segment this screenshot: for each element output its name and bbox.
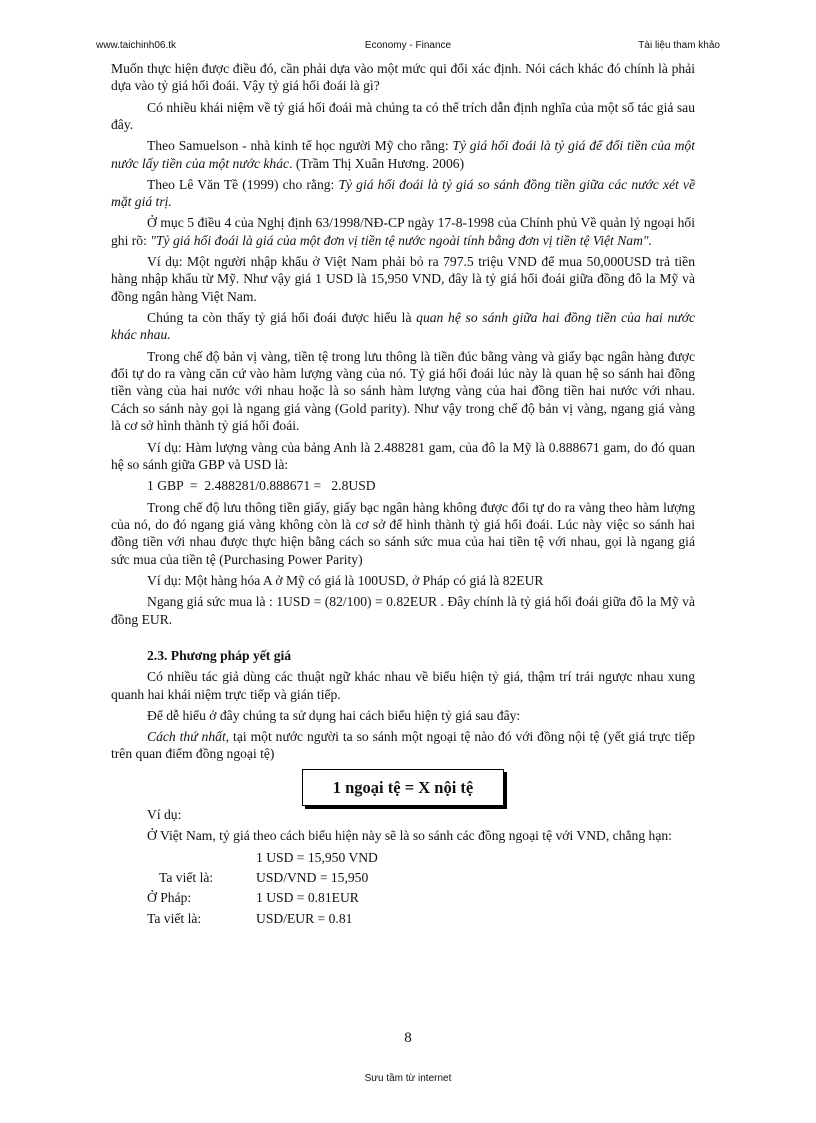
paragraph: Có nhiều tác giả dùng các thuật ngữ khác nhau về biểu hiện tỷ giá, thậm trí trái ngược nhau xung quanh hai khái niệm trực tiếp và gián tiếp.: [111, 669, 695, 702]
list-item: Ở Pháp: 1 USD = 0.81EUR: [147, 890, 359, 906]
page-footer: Sưu tầm từ internet: [364, 1073, 452, 1084]
paragraph: Ngang giá sức mua là : 1USD = (82/100) = 0.82EUR . Đây chính là tỷ giá hối đoái giữa đô la Mỹ và đồng EUR.: [111, 594, 695, 627]
paragraph: Trong chế độ lưu thông tiền giấy, giấy bạc ngân hàng không được đổi tự do ra vàng theo hàm lượng của nó, do đó ngang giá vàng không còn là cơ sở để hình thành tỷ giá hối đoái. Lúc này việc so sánh hai đồng tiền với nhau được thực hiện bằng cách so sánh sức mua của hai tiền tệ với nhau, gọi là ngang giá sức mua của tiền tệ (Purchasing Power Parity): [111, 499, 695, 567]
header-doc-type: Tài liệu tham khảo: [638, 40, 720, 51]
paragraph: Muốn thực hiện được điều đó, cần phải dựa vào một mức qui đổi xác định. Nói cách khác đó chính là phải dựa vào tỷ giá hối đoái. Vậy tỷ giá hối đoái là gì?: [111, 61, 695, 94]
list-item: Ta viết là: USD/EUR = 0.81: [147, 910, 353, 926]
paragraph: Theo Samuelson - nhà kinh tế học người Mỹ cho rằng: Tỷ giá hối đoái là tỷ giá để đổi tiền của một nước lấy tiền của một nước khác. (Trầm Thị Xuân Hương. 2006): [111, 138, 695, 171]
page-number: 8: [404, 1030, 412, 1046]
formula-box: 1 ngoại tệ = X nội tệ: [302, 769, 504, 806]
paragraph: Theo Lê Văn Tề (1999) cho rằng: Tỷ giá hối đoái là tỷ giá so sánh đồng tiền giữa các nước xét về mặt giá trị.: [111, 176, 695, 210]
paragraph: Trong chế độ bản vị vàng, tiền tệ trong lưu thông là tiền đúc bằng vàng và giấy bạc ngân hàng được đổi tự do ra vàng căn cứ vào hàm lượng vàng của nó. Tỷ giá hối đoái lúc này là quan hệ so sánh hai đồng tiền vàng của hai nước với nhau hoặc là so sánh hàm lượng vàng của hai đồng tiền hai nước với nhau. Cách so sánh này gọi là ngang giá vàng (Gold parity). Như vậy trong chế độ bản vị vàng, ngang giá vàng là cơ sở hình thành tỷ giá hối đoái.: [111, 348, 695, 434]
paragraph: Ví dụ: Một người nhập khẩu ở Việt Nam phải bỏ ra 797.5 triệu VND để mua 50,000USD trả tiền hàng nhập khẩu từ Mỹ. Như vậy giá 1 USD là 15,950 VND, đây là tỷ giá hối đoái giữa đồng đô la Mỹ và đồng ngân hàng Việt Nam.: [111, 254, 695, 304]
paragraph: Ví dụ: Một hàng hóa A ở Mỹ có giá là 100USD, ở Pháp có giá là 82EUR: [147, 572, 544, 588]
list-item: 1 USD = 15,950 VND: [256, 849, 378, 865]
paragraph: Để dễ hiểu ở đây chúng ta sử dụng hai cách biểu hiện tỷ giá sau đây:: [147, 707, 521, 723]
paragraph: Cách thứ nhất, tại một nước người ta so sánh một ngoại tệ nào đó với đồng nội tệ (yết giá trực tiếp trên quan điểm đồng ngoại tệ): [111, 728, 695, 762]
formula-box-wrapper: [111, 769, 695, 806]
document-body: [111, 60, 695, 930]
paragraph: Có nhiều khái niệm về tỷ giá hối đoái mà chúng ta có thể trích dẫn định nghĩa của một số tác giả sau đây.: [111, 99, 695, 133]
header-website: www.taichinh06.tk: [96, 40, 177, 51]
paragraph: Chúng ta còn thấy tỷ giá hối đoái được hiểu là quan hệ so sánh giữa hai đồng tiền của hai nước khác nhau.: [111, 310, 695, 343]
page-header: [96, 40, 720, 54]
example-label: Ví dụ:: [147, 807, 182, 823]
paragraph: Ở mục 5 điều 4 của Nghị định 63/1998/NĐ-CP ngày 17-8-1998 của Chính phủ Về quản lý ngoại hối ghi rõ: "Tỷ giá hối đoái là giá của một đơn vị tiền tệ nước ngoài tính bằng đơn vị tiền tệ Việt Nam".: [111, 215, 695, 248]
header-category: Economy - Finance: [364, 40, 452, 51]
exchange-rate-list: [111, 849, 695, 928]
section-title: 2.3. Phương pháp yết giá: [147, 647, 292, 663]
list-item: Ta viết là: USD/VND = 15,950: [159, 870, 369, 885]
equation: 1 GBP = 2.488281/0.888671 = 2.8USD: [147, 478, 376, 494]
paragraph: Ví dụ: Hàm lượng vàng của bảng Anh là 2.488281 gam, của đô la Mỹ là 0.888671 gam, do đó quan hệ so sánh giữa GBP và USD là:: [111, 439, 695, 472]
paragraph: Ở Việt Nam, tỷ giá theo cách biểu hiện này sẽ là so sánh các đồng ngoại tệ với VND, chẳng hạn:: [147, 828, 672, 844]
